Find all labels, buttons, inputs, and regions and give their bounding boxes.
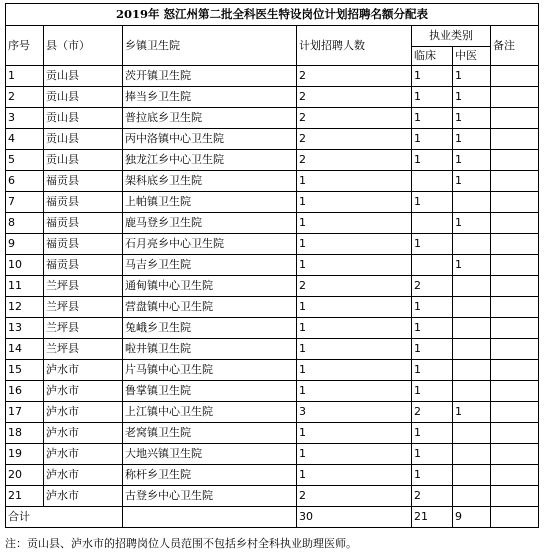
cell-tcm xyxy=(453,318,491,339)
cell-tcm xyxy=(453,297,491,318)
cell-county: 泸水市 xyxy=(44,444,123,465)
table-row xyxy=(6,297,539,318)
cell-clinic: 上江镇中心卫生院 xyxy=(123,402,297,423)
cell-clinical: 1 xyxy=(412,423,453,444)
header-row xyxy=(6,26,539,47)
total-clinical: 21 xyxy=(412,507,453,528)
cell-county: 兰坪县 xyxy=(44,276,123,297)
cell-no: 7 xyxy=(6,192,44,213)
header-planned: 计划招聘人数 xyxy=(297,26,412,66)
table-row xyxy=(6,87,539,108)
cell-clinic: 普拉底乡卫生院 xyxy=(123,108,297,129)
cell-planned: 1 xyxy=(297,213,412,234)
cell-remarks xyxy=(491,66,539,87)
cell-clinical xyxy=(412,213,453,234)
cell-planned: 2 xyxy=(297,66,412,87)
cell-clinic: 老窝镇卫生院 xyxy=(123,423,297,444)
table-row xyxy=(6,171,539,192)
cell-tcm xyxy=(453,465,491,486)
cell-remarks xyxy=(491,486,539,507)
cell-clinic: 大地兴镇卫生院 xyxy=(123,444,297,465)
cell-county: 兰坪县 xyxy=(44,339,123,360)
cell-clinic: 捧当乡卫生院 xyxy=(123,87,297,108)
cell-remarks xyxy=(491,276,539,297)
cell-tcm: 1 xyxy=(453,150,491,171)
table-row xyxy=(6,318,539,339)
cell-no: 18 xyxy=(6,423,44,444)
table-row xyxy=(6,381,539,402)
cell-tcm xyxy=(453,423,491,444)
cell-planned: 1 xyxy=(297,381,412,402)
cell-remarks xyxy=(491,339,539,360)
cell-remarks xyxy=(491,381,539,402)
header-no: 序号 xyxy=(6,26,44,66)
cell-remarks xyxy=(491,465,539,486)
table-row xyxy=(6,360,539,381)
cell-no: 9 xyxy=(6,234,44,255)
cell-clinic: 称杆乡卫生院 xyxy=(123,465,297,486)
cell-clinical: 1 xyxy=(412,318,453,339)
cell-remarks xyxy=(491,255,539,276)
table-row xyxy=(6,213,539,234)
cell-remarks xyxy=(491,87,539,108)
total-remarks xyxy=(491,507,539,528)
table-row xyxy=(6,486,539,507)
cell-clinic: 古登乡中心卫生院 xyxy=(123,486,297,507)
cell-clinic: 鲁掌镇卫生院 xyxy=(123,381,297,402)
table-title: 2019年 怒江州第二批全科医生特设岗位计划招聘名额分配表 xyxy=(6,4,539,26)
cell-county: 泸水市 xyxy=(44,465,123,486)
table-row xyxy=(6,108,539,129)
cell-clinic: 架科底乡卫生院 xyxy=(123,171,297,192)
cell-clinic: 鹿马登乡卫生院 xyxy=(123,213,297,234)
cell-no: 20 xyxy=(6,465,44,486)
cell-remarks xyxy=(491,444,539,465)
cell-clinical: 1 xyxy=(412,129,453,150)
cell-planned: 1 xyxy=(297,297,412,318)
header-remarks: 备注 xyxy=(491,26,539,66)
cell-clinical: 1 xyxy=(412,108,453,129)
cell-planned: 1 xyxy=(297,255,412,276)
cell-county: 泸水市 xyxy=(44,360,123,381)
cell-no: 4 xyxy=(6,129,44,150)
cell-tcm: 1 xyxy=(453,66,491,87)
cell-tcm: 1 xyxy=(453,108,491,129)
cell-remarks xyxy=(491,297,539,318)
cell-planned: 1 xyxy=(297,234,412,255)
cell-clinical: 1 xyxy=(412,66,453,87)
cell-clinical: 1 xyxy=(412,444,453,465)
cell-planned: 2 xyxy=(297,87,412,108)
cell-planned: 3 xyxy=(297,402,412,423)
cell-remarks xyxy=(491,108,539,129)
total-row xyxy=(6,507,539,528)
cell-no: 17 xyxy=(6,402,44,423)
cell-county: 福贡县 xyxy=(44,234,123,255)
cell-tcm: 1 xyxy=(453,129,491,150)
cell-tcm: 1 xyxy=(453,171,491,192)
cell-planned: 1 xyxy=(297,171,412,192)
cell-tcm xyxy=(453,444,491,465)
table-row xyxy=(6,444,539,465)
cell-no: 2 xyxy=(6,87,44,108)
cell-planned: 1 xyxy=(297,423,412,444)
cell-clinic: 通甸镇中心卫生院 xyxy=(123,276,297,297)
cell-no: 10 xyxy=(6,255,44,276)
cell-planned: 1 xyxy=(297,465,412,486)
total-label: 合计 xyxy=(6,507,123,528)
cell-clinic: 独龙江乡中心卫生院 xyxy=(123,150,297,171)
cell-tcm xyxy=(453,192,491,213)
table-row xyxy=(6,255,539,276)
cell-no: 1 xyxy=(6,66,44,87)
cell-tcm: 1 xyxy=(453,213,491,234)
cell-county: 福贡县 xyxy=(44,255,123,276)
cell-tcm: 1 xyxy=(453,402,491,423)
table-row xyxy=(6,402,539,423)
cell-tcm: 1 xyxy=(453,255,491,276)
table-row xyxy=(6,150,539,171)
cell-no: 15 xyxy=(6,360,44,381)
total-empty xyxy=(123,507,297,528)
cell-county: 泸水市 xyxy=(44,423,123,444)
cell-tcm xyxy=(453,276,491,297)
cell-no: 19 xyxy=(6,444,44,465)
cell-county: 福贡县 xyxy=(44,171,123,192)
cell-county: 贡山县 xyxy=(44,129,123,150)
cell-clinical xyxy=(412,171,453,192)
cell-clinic: 兔峨乡卫生院 xyxy=(123,318,297,339)
cell-remarks xyxy=(491,129,539,150)
cell-county: 贡山县 xyxy=(44,108,123,129)
table-row xyxy=(6,465,539,486)
cell-clinical: 1 xyxy=(412,339,453,360)
cell-no: 11 xyxy=(6,276,44,297)
cell-remarks xyxy=(491,150,539,171)
cell-clinical: 2 xyxy=(412,486,453,507)
cell-tcm xyxy=(453,339,491,360)
cell-county: 泸水市 xyxy=(44,486,123,507)
cell-county: 贡山县 xyxy=(44,150,123,171)
cell-clinical: 1 xyxy=(412,297,453,318)
cell-no: 6 xyxy=(6,171,44,192)
cell-clinic: 茨开镇卫生院 xyxy=(123,66,297,87)
cell-remarks xyxy=(491,171,539,192)
cell-clinic: 马吉乡卫生院 xyxy=(123,255,297,276)
title-row xyxy=(6,4,539,26)
cell-clinic: 上帕镇卫生院 xyxy=(123,192,297,213)
cell-clinical: 2 xyxy=(412,402,453,423)
cell-no: 12 xyxy=(6,297,44,318)
cell-county: 福贡县 xyxy=(44,213,123,234)
cell-clinical: 1 xyxy=(412,465,453,486)
cell-county: 兰坪县 xyxy=(44,297,123,318)
header-clinical: 临床 xyxy=(412,47,453,66)
footnote: 注：贡山县、泸水市的招聘岗位人员范围不包括乡村全科执业助理医师。 xyxy=(5,537,357,550)
cell-no: 13 xyxy=(6,318,44,339)
cell-remarks xyxy=(491,318,539,339)
table-row xyxy=(6,423,539,444)
cell-planned: 2 xyxy=(297,150,412,171)
cell-county: 兰坪县 xyxy=(44,318,123,339)
table-row xyxy=(6,66,539,87)
table-row xyxy=(6,339,539,360)
cell-clinical: 1 xyxy=(412,150,453,171)
cell-tcm xyxy=(453,234,491,255)
cell-no: 8 xyxy=(6,213,44,234)
cell-remarks xyxy=(491,234,539,255)
cell-clinical: 1 xyxy=(412,87,453,108)
cell-county: 贡山县 xyxy=(44,87,123,108)
cell-no: 5 xyxy=(6,150,44,171)
cell-planned: 2 xyxy=(297,486,412,507)
cell-no: 14 xyxy=(6,339,44,360)
cell-clinic: 营盘镇中心卫生院 xyxy=(123,297,297,318)
cell-no: 3 xyxy=(6,108,44,129)
header-category: 执业类别 xyxy=(412,26,491,47)
cell-remarks xyxy=(491,192,539,213)
cell-planned: 2 xyxy=(297,129,412,150)
cell-planned: 1 xyxy=(297,318,412,339)
quota-table xyxy=(5,3,539,528)
header-clinic: 乡镇卫生院 xyxy=(123,26,297,66)
cell-clinical: 1 xyxy=(412,234,453,255)
cell-clinic: 石月亮乡中心卫生院 xyxy=(123,234,297,255)
header-county: 县（市） xyxy=(44,26,123,66)
cell-planned: 1 xyxy=(297,339,412,360)
cell-clinical: 1 xyxy=(412,360,453,381)
cell-remarks xyxy=(491,402,539,423)
cell-county: 泸水市 xyxy=(44,402,123,423)
cell-clinical xyxy=(412,255,453,276)
cell-clinical: 1 xyxy=(412,381,453,402)
table-row xyxy=(6,234,539,255)
cell-planned: 1 xyxy=(297,360,412,381)
cell-no: 16 xyxy=(6,381,44,402)
table-row xyxy=(6,129,539,150)
table-row xyxy=(6,276,539,297)
cell-clinic: 啦井镇卫生院 xyxy=(123,339,297,360)
cell-tcm xyxy=(453,486,491,507)
header-tcm: 中医 xyxy=(453,47,491,66)
cell-remarks xyxy=(491,213,539,234)
cell-county: 贡山县 xyxy=(44,66,123,87)
cell-planned: 1 xyxy=(297,192,412,213)
cell-remarks xyxy=(491,360,539,381)
cell-tcm xyxy=(453,381,491,402)
table-row xyxy=(6,192,539,213)
cell-planned: 1 xyxy=(297,444,412,465)
cell-tcm xyxy=(453,360,491,381)
cell-no: 21 xyxy=(6,486,44,507)
cell-planned: 2 xyxy=(297,108,412,129)
cell-clinical: 2 xyxy=(412,276,453,297)
total-tcm: 9 xyxy=(453,507,491,528)
cell-tcm: 1 xyxy=(453,87,491,108)
cell-county: 泸水市 xyxy=(44,381,123,402)
cell-remarks xyxy=(491,423,539,444)
total-planned: 30 xyxy=(297,507,412,528)
cell-clinic: 丙中洛镇中心卫生院 xyxy=(123,129,297,150)
cell-planned: 2 xyxy=(297,276,412,297)
cell-county: 福贡县 xyxy=(44,192,123,213)
cell-clinical: 1 xyxy=(412,192,453,213)
cell-clinic: 片马镇中心卫生院 xyxy=(123,360,297,381)
